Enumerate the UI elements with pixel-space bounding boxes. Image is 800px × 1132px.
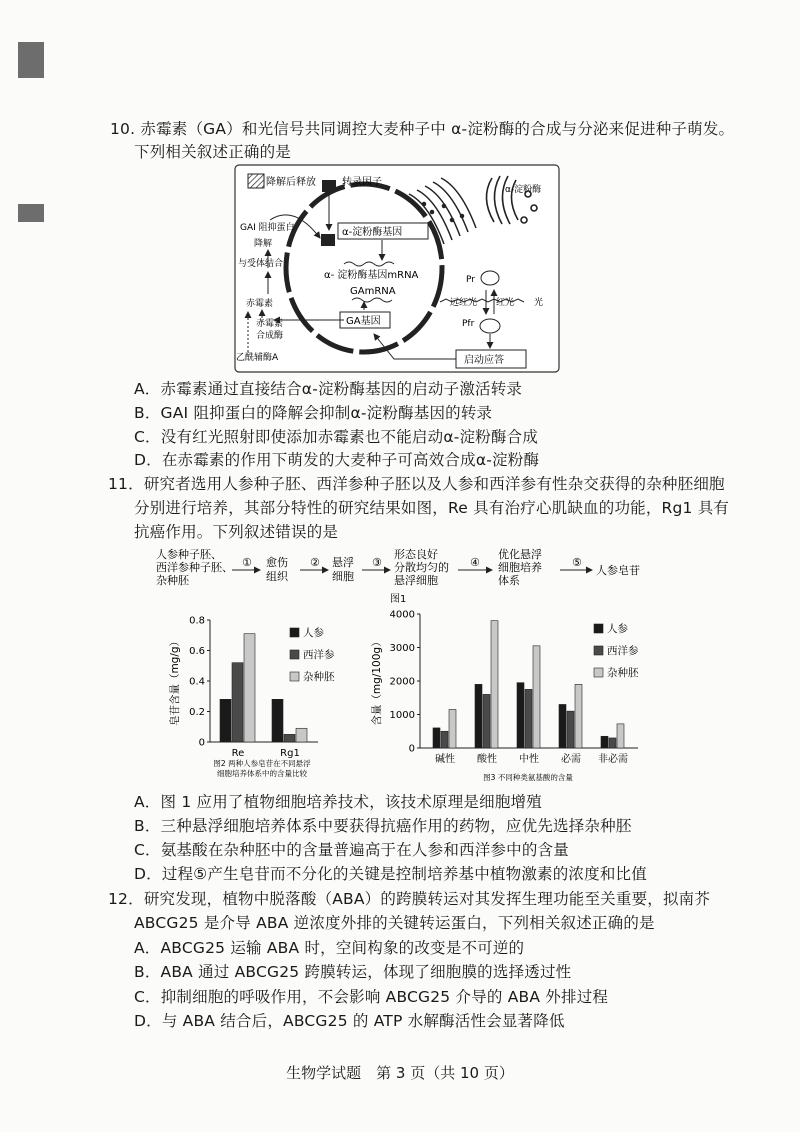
q10-stem-line1: 10. 赤霉素（GA）和光信号共同调控大麦种子中 α-淀粉酶的合成与分泌来促进种子萌发。 bbox=[110, 120, 735, 138]
scan-edge-mark bbox=[18, 204, 44, 222]
x-tick-label: Rg1 bbox=[280, 748, 300, 759]
y-axis-title: 含量（mg/100g） bbox=[371, 636, 383, 726]
phytochrome-pfr-icon bbox=[480, 319, 500, 333]
legend-swatch-人参 bbox=[290, 628, 299, 637]
y-tick-label: 4000 bbox=[389, 609, 415, 621]
fig-label-pr: Pr bbox=[466, 275, 475, 285]
legend-label: 西洋参 bbox=[303, 649, 335, 661]
bar-西洋参-必需 bbox=[567, 711, 574, 748]
fig-label-tf: 转录因子 bbox=[342, 177, 382, 188]
q10-option-b: B．GAI 阻抑蛋白的降解会抑制α-淀粉酶基因的转录 bbox=[134, 404, 493, 422]
fig-label-ga-gene: GA基因 bbox=[346, 316, 381, 327]
legend-label: 人参 bbox=[303, 627, 324, 639]
figure-caption-line2: 细胞培养体系中的含量比较 bbox=[217, 769, 307, 778]
flow-optimized-line2: 细胞培养 bbox=[498, 561, 542, 574]
fig-label-amylase: α-淀粉酶 bbox=[505, 185, 542, 195]
fig-label-red: 红光 bbox=[496, 298, 515, 308]
fig-label-syn1: 赤霉素 bbox=[256, 319, 284, 329]
legend-label: 杂种胚 bbox=[607, 667, 639, 679]
fig-label-syn2: 合成酶 bbox=[256, 331, 284, 341]
fig-label-bind: 与受体结合 bbox=[238, 259, 284, 269]
fig-label-acetyl: 乙酰辅酶A bbox=[236, 353, 279, 363]
y-tick-label: 0.8 bbox=[189, 615, 205, 627]
q11-option-b: B．三种悬浮细胞培养体系中要获得抗癌作用的药物，应优先选择杂种胚 bbox=[134, 817, 632, 835]
x-tick-label: 非必需 bbox=[598, 754, 628, 765]
bar-人参-Re bbox=[220, 699, 231, 742]
q12-option-b: B．ABA 通过 ABCG25 跨膜转运，体现了细胞膜的选择透过性 bbox=[134, 963, 572, 981]
fig-label-amy-gene: α-淀粉酶基因 bbox=[342, 227, 403, 238]
transcription-factor-icon bbox=[322, 180, 336, 192]
flow-source-line3: 杂种胚 bbox=[156, 574, 189, 587]
bar-西洋参-Rg1 bbox=[284, 734, 295, 742]
q11-option-d: D．过程⑤产生皂苷而不分化的关键是控制培养基中植物激素的浓度和比值 bbox=[134, 865, 647, 883]
flow-step-4-num: ④ bbox=[470, 556, 480, 569]
released-protein-icon bbox=[248, 174, 264, 188]
legend-swatch-西洋参 bbox=[290, 650, 299, 659]
x-tick-label: 必需 bbox=[561, 754, 581, 765]
flow-callus-line2: 组织 bbox=[266, 570, 288, 583]
bar-人参-碱性 bbox=[433, 728, 440, 748]
figure2-saponin-chart bbox=[168, 608, 378, 788]
flow-step-2-num: ② bbox=[310, 556, 320, 569]
legend-swatch-杂种胚 bbox=[594, 668, 603, 677]
flow-figure-caption: 图1 bbox=[390, 594, 407, 605]
figure-caption-line1: 图3 不同种类氨基酸的含量 bbox=[483, 773, 573, 782]
fig-label-light: 光 bbox=[534, 298, 544, 308]
q11-stem-line3: 抗癌作用。下列叙述错误的是 bbox=[134, 523, 339, 541]
bar-杂种胚-酸性 bbox=[491, 621, 498, 748]
bar-杂种胚-非必需 bbox=[617, 724, 624, 748]
flow-step-1-num: ① bbox=[242, 556, 252, 569]
q11-stem-line1: 11．研究者选用人参种子胚、西洋参种子胚以及人参和西洋参有性杂交获得的杂种胚细胞 bbox=[108, 475, 725, 493]
legend-label: 西洋参 bbox=[607, 645, 639, 657]
q10-ga-signaling-figure bbox=[234, 164, 560, 373]
legend-label: 杂种胚 bbox=[303, 671, 335, 683]
q11-option-a: A．图 1 应用了植物细胞培养技术，该技术原理是细胞增殖 bbox=[134, 793, 542, 811]
fig-label-degrade: 降解 bbox=[254, 239, 273, 249]
bar-杂种胚-Rg1 bbox=[296, 728, 307, 742]
flow-optimized-line3: 体系 bbox=[498, 574, 520, 587]
fig-label-ga: 赤霉素 bbox=[246, 299, 274, 309]
bar-西洋参-碱性 bbox=[441, 731, 448, 748]
bar-杂种胚-Re bbox=[244, 634, 255, 742]
fig-label-gai: GAI 阻抑蛋白 bbox=[240, 223, 295, 233]
flow-optimized-line1: 优化悬浮 bbox=[498, 548, 542, 561]
y-tick-label: 0 bbox=[198, 737, 205, 749]
bar-杂种胚-中性 bbox=[533, 646, 540, 748]
flow-good-cells-line2: 分散均匀的 bbox=[394, 561, 449, 574]
q10-option-c: C．没有红光照射即使添加赤霉素也不能启动α-淀粉酶合成 bbox=[134, 428, 539, 446]
q12-option-c: C．抑制细胞的呼吸作用，不会影响 ABCG25 介导的 ABA 外排过程 bbox=[134, 988, 609, 1006]
q12-option-a: A．ABCG25 运输 ABA 时，空间构象的改变是不可逆的 bbox=[134, 939, 525, 957]
flow-callus-line1: 愈伤 bbox=[266, 556, 288, 569]
bar-人参-酸性 bbox=[475, 684, 482, 748]
q11-stem-line2: 分别进行培养，其部分特性的研究结果如图，Re 具有治疗心肌缺血的功能，Rg1 具有 bbox=[134, 499, 730, 517]
phytochrome-pr-icon bbox=[481, 271, 499, 285]
bar-人参-中性 bbox=[517, 683, 524, 748]
page-footer: 生物学试题 第 3 页（共 10 页） bbox=[286, 1064, 514, 1082]
fig-label-amy-mrna: α- 淀粉酶基因mRNA bbox=[324, 270, 419, 281]
flow-source-line2: 西洋参种子胚、 bbox=[156, 561, 233, 574]
x-tick-label: 酸性 bbox=[477, 754, 497, 765]
legend-swatch-杂种胚 bbox=[290, 672, 299, 681]
bar-人参-必需 bbox=[559, 704, 566, 748]
bar-杂种胚-碱性 bbox=[449, 709, 456, 748]
fig-label-gamrna: GAmRNA bbox=[350, 286, 396, 297]
scan-edge-mark bbox=[18, 42, 44, 78]
flow-suspension-line1: 悬浮 bbox=[332, 556, 354, 569]
y-tick-label: 0 bbox=[408, 743, 415, 755]
figure-caption-line1: 图2 两种人参皂苷在不同悬浮 bbox=[213, 759, 311, 768]
y-axis-title: 皂苷含量（mg/g） bbox=[169, 635, 181, 727]
q12-stem-line2: ABCG25 是介导 ABA 逆浓度外排的关键转运蛋白，下列相关叙述正确的是 bbox=[134, 914, 655, 932]
flow-good-cells-line1: 形态良好 bbox=[394, 548, 438, 561]
q12-option-d: D．与 ABA 结合后，ABCG25 的 ATP 水解酶活性会显著降低 bbox=[134, 1012, 565, 1030]
x-tick-label: Re bbox=[231, 748, 245, 759]
figure3-amino-acid-chart bbox=[368, 608, 648, 788]
flow-step-3-num: ③ bbox=[372, 556, 382, 569]
q11-culture-flowchart bbox=[154, 546, 674, 610]
legend-swatch-人参 bbox=[594, 624, 603, 633]
flow-suspension-line2: 细胞 bbox=[332, 570, 354, 583]
fig-label-pfr: Pfr bbox=[462, 319, 475, 329]
y-tick-label: 1000 bbox=[389, 710, 415, 721]
bar-杂种胚-必需 bbox=[575, 684, 582, 748]
bar-西洋参-酸性 bbox=[483, 694, 490, 748]
fig-label-response: 启动应答 bbox=[464, 355, 504, 366]
bar-人参-Rg1 bbox=[272, 699, 283, 742]
bar-西洋参-Re bbox=[232, 663, 243, 742]
y-tick-label: 2000 bbox=[389, 676, 415, 688]
y-tick-label: 0.2 bbox=[189, 707, 205, 718]
bar-西洋参-非必需 bbox=[609, 738, 616, 748]
flow-good-cells-line3: 悬浮细胞 bbox=[394, 574, 438, 587]
x-tick-label: 碱性 bbox=[435, 754, 455, 765]
legend-swatch-西洋参 bbox=[594, 646, 603, 655]
y-tick-label: 0.4 bbox=[189, 676, 205, 688]
flow-step-5-num: ⑤ bbox=[572, 556, 582, 569]
y-tick-label: 0.6 bbox=[189, 646, 205, 657]
flow-saponin: 人参皂苷 bbox=[596, 564, 640, 577]
gai-bound-tf-icon bbox=[321, 234, 335, 246]
q10-option-a: A．赤霉素通过直接结合α-淀粉酶基因的启动子激活转录 bbox=[134, 380, 523, 398]
fig-label-far-red: 远红光 bbox=[450, 298, 478, 308]
flow-source-line1: 人参种子胚、 bbox=[156, 548, 222, 561]
x-tick-label: 中性 bbox=[519, 754, 539, 765]
bar-人参-非必需 bbox=[601, 736, 608, 748]
fig-label-released: 降解后释放 bbox=[266, 177, 316, 188]
q12-stem-line1: 12．研究发现，植物中脱落酸（ABA）的跨膜转运对其发挥生理功能至关重要，拟南芥 bbox=[108, 890, 711, 908]
q10-stem-line2: 下列相关叙述正确的是 bbox=[134, 143, 292, 161]
q10-option-d: D．在赤霉素的作用下萌发的大麦种子可高效合成α-淀粉酶 bbox=[134, 451, 540, 469]
y-tick-label: 3000 bbox=[389, 643, 415, 654]
q11-option-c: C．氨基酸在杂种胚中的含量普遍高于在人参和西洋参中的含量 bbox=[134, 841, 569, 859]
bar-西洋参-中性 bbox=[525, 689, 532, 748]
legend-label: 人参 bbox=[607, 623, 628, 635]
